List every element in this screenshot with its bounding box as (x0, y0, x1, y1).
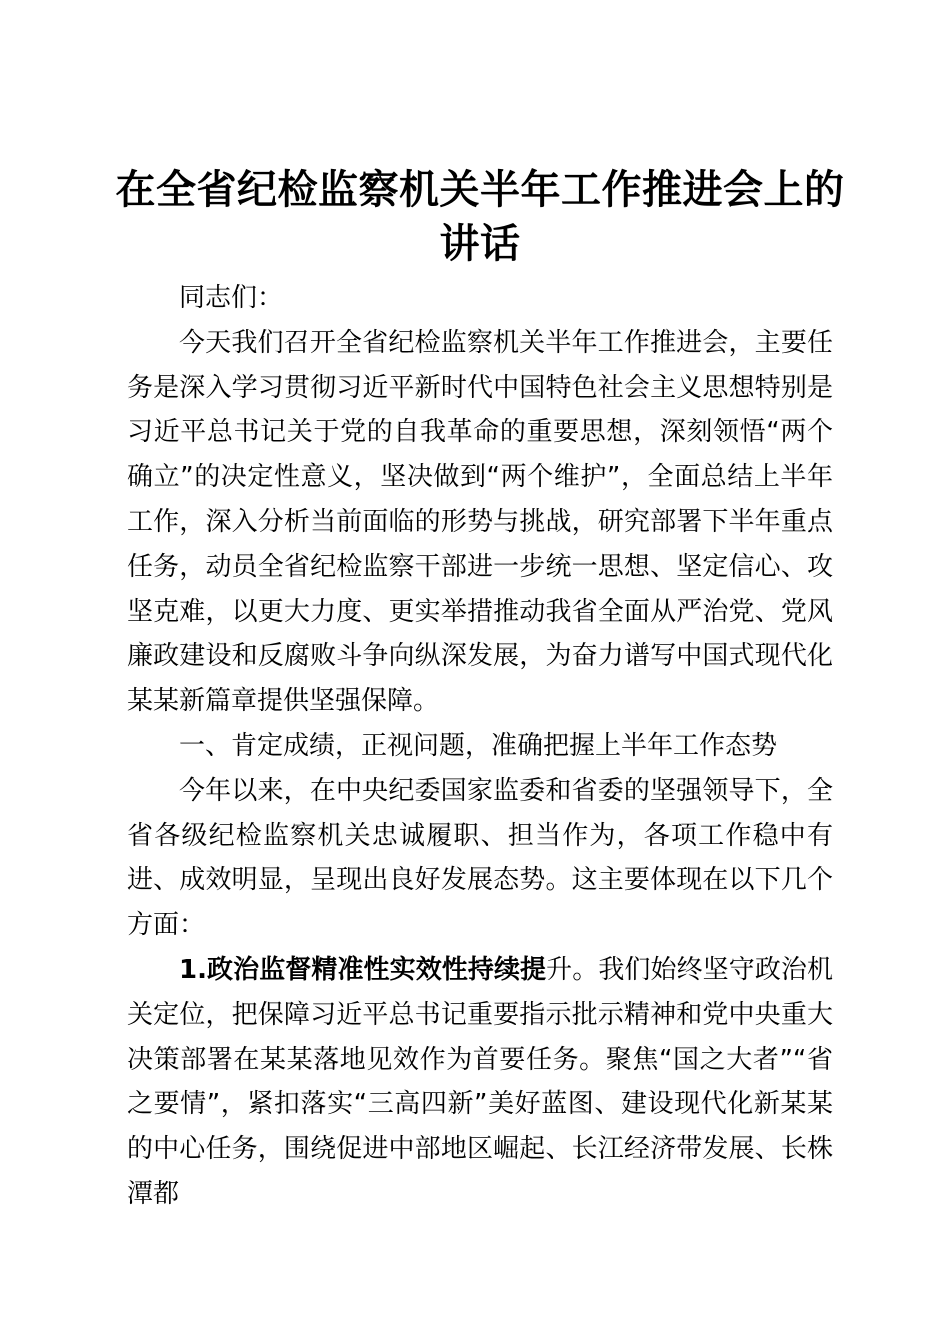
paragraph-lead-heading: 1.政治监督精准性实效性持续提 (179, 954, 547, 985)
paragraph-lead-text: 升。我们始终坚守政治机关定位，把保障习近平总书记重要指示批示精神和党中央重大决策部署在某某落地见效作为首要任务。聚焦“国之大者”“省之要情”，紧扣落实“三高四新”美好蓝图、建设现代化新某某的中心任务，围绕促进中部地区崛起、长江经济带发展、长株潭都 (127, 954, 833, 1209)
section-heading-1: 一、肯定成绩，正视问题，准确把握上半年工作态势 (179, 730, 778, 761)
paragraph-overview: 今年以来，在中央纪委国家监委和省委的坚强领导下，全省各级纪检监察机关忠诚履职、担当作为，各项工作稳中有进、成效明显，呈现出良好发展态势。这主要体现在以下几个方面： (127, 775, 833, 941)
salutation: 同志们： (179, 283, 284, 313)
document-body (127, 276, 833, 1217)
document-title: 在全省纪检监察机关半年工作推进会上的讲话 (115, 167, 845, 267)
paragraph-political-supervision (127, 948, 833, 1217)
paragraph-intro: 今天我们召开全省纪检监察机关半年工作推进会，主要任务是深入学习贯彻习近平新时代中国特色社会主义思想特别是习近平总书记关于党的自我革命的重要思想，深刻领悟“两个确立”的决定性意义，坚决做到“两个维护”，全面总结上半年工作，深入分析当前面临的形势与挑战，研究部署下半年重点任务，动员全省纪检监察干部进一步统一思想、坚定信心、攻坚克难，以更大力度、更实举措推动我省全面从严治党、党风廉政建设和反腐败斗争向纵深发展，为奋力谱写中国式现代化某某新篇章提供坚强保障。 (127, 327, 833, 717)
